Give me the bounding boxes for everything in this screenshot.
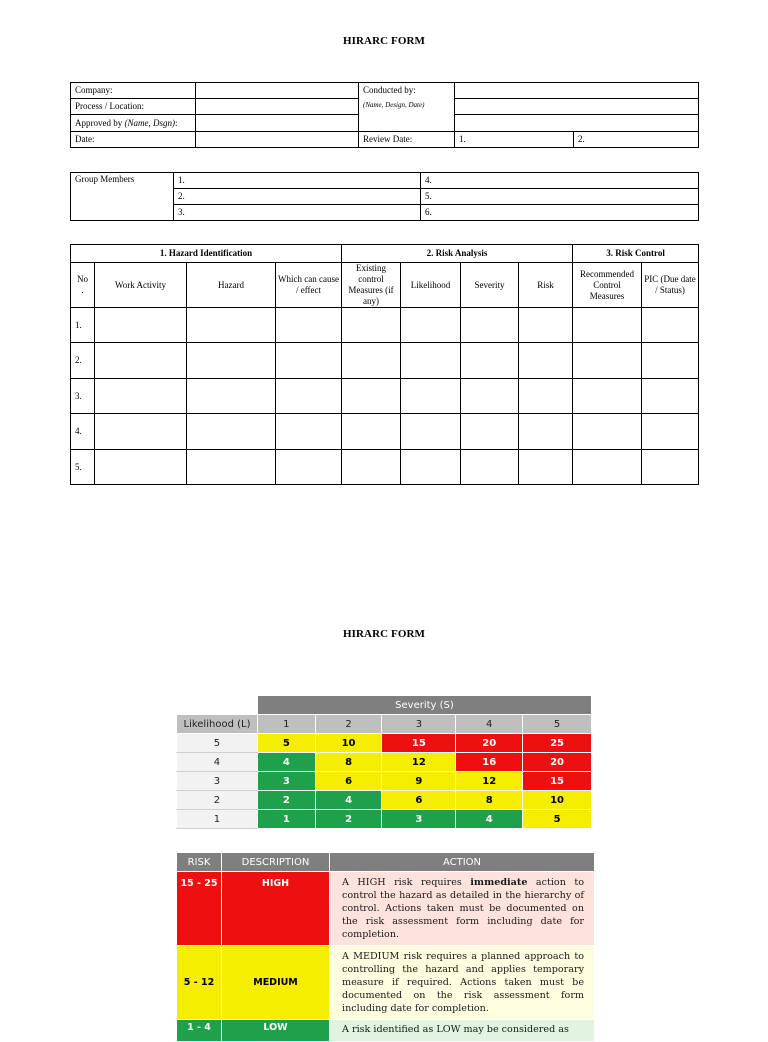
cell-likelihood[interactable] bbox=[401, 450, 461, 485]
cell-work-activity[interactable] bbox=[95, 343, 187, 379]
risk-range-high: 15 - 25 bbox=[177, 872, 222, 946]
row-number: 5. bbox=[71, 450, 95, 485]
risk-range-low: 1 - 4 bbox=[177, 1020, 222, 1042]
cell-pic[interactable] bbox=[642, 343, 699, 379]
row-number: 2. bbox=[71, 343, 95, 379]
risk-score-cell: 4 bbox=[257, 753, 315, 772]
member-field-1[interactable]: 1. bbox=[174, 173, 421, 189]
severity-level: 4 bbox=[456, 715, 523, 734]
matrix-corner bbox=[177, 696, 258, 715]
approved-field[interactable] bbox=[196, 115, 359, 132]
conducted-hint: (Name, Design, Date) bbox=[363, 101, 425, 109]
row-number: 3. bbox=[71, 379, 95, 414]
cell-risk[interactable] bbox=[519, 414, 573, 450]
table-row bbox=[71, 308, 699, 343]
section-risk-analysis: 2. Risk Analysis bbox=[342, 245, 573, 263]
cell-hazard[interactable] bbox=[187, 379, 276, 414]
col-header-work-activity: Work Activity bbox=[95, 263, 187, 308]
likelihood-level: 3 bbox=[177, 772, 258, 791]
cell-cause-effect[interactable] bbox=[276, 450, 342, 485]
conducted-field-2[interactable] bbox=[455, 99, 699, 115]
legend-header-action: ACTION bbox=[330, 853, 595, 872]
description-low: LOW bbox=[222, 1020, 330, 1042]
cell-risk[interactable] bbox=[519, 379, 573, 414]
cell-recommended-control[interactable] bbox=[573, 308, 642, 343]
conducted-field-1[interactable] bbox=[455, 83, 699, 99]
risk-score-cell: 12 bbox=[382, 753, 456, 772]
cell-work-activity[interactable] bbox=[95, 414, 187, 450]
cell-hazard[interactable] bbox=[187, 450, 276, 485]
risk-score-cell: 3 bbox=[257, 772, 315, 791]
process-label: Process / Location: bbox=[71, 99, 196, 115]
table-row bbox=[71, 450, 699, 485]
row-number: 1. bbox=[71, 308, 95, 343]
matrix-row bbox=[177, 772, 592, 791]
group-members-table bbox=[70, 172, 699, 221]
risk-legend bbox=[176, 852, 595, 1042]
col-header-likelihood: Likelihood bbox=[401, 263, 461, 308]
cell-likelihood[interactable] bbox=[401, 343, 461, 379]
risk-score-cell: 16 bbox=[456, 753, 523, 772]
risk-score-cell: 4 bbox=[315, 791, 382, 810]
cell-existing-control[interactable] bbox=[342, 450, 401, 485]
review-date-label: Review Date: bbox=[359, 132, 455, 148]
matrix-row bbox=[177, 810, 592, 829]
risk-score-cell: 15 bbox=[382, 734, 456, 753]
cell-recommended-control[interactable] bbox=[573, 414, 642, 450]
header-table bbox=[70, 82, 699, 148]
col-header-no: No . bbox=[71, 263, 95, 308]
cell-work-activity[interactable] bbox=[95, 379, 187, 414]
cell-hazard[interactable] bbox=[187, 343, 276, 379]
approved-hint: (Name, Dsgn) bbox=[124, 117, 175, 128]
cell-severity[interactable] bbox=[461, 308, 519, 343]
col-header-existing-control: Existing control Measures (if any) bbox=[342, 263, 401, 308]
risk-score-cell: 25 bbox=[523, 734, 592, 753]
risk-score-cell: 4 bbox=[456, 810, 523, 829]
member-field-3[interactable]: 3. bbox=[174, 205, 421, 221]
risk-score-cell: 20 bbox=[456, 734, 523, 753]
likelihood-title: Likelihood (L) bbox=[177, 715, 258, 734]
action-medium: A MEDIUM risk requires a planned approach to controlling the hazard and applies temporary measure if required. Actions taken must be documented on the risk assessment form including date for completion. bbox=[330, 946, 595, 1020]
risk-score-cell: 6 bbox=[382, 791, 456, 810]
action-low: A risk identified as LOW may be considered as bbox=[330, 1020, 595, 1042]
likelihood-level: 5 bbox=[177, 734, 258, 753]
legend-row-high bbox=[177, 872, 595, 946]
risk-score-cell: 12 bbox=[456, 772, 523, 791]
risk-score-cell: 3 bbox=[382, 810, 456, 829]
risk-score-cell: 15 bbox=[523, 772, 592, 791]
conducted-field-3[interactable] bbox=[455, 115, 699, 132]
cell-risk[interactable] bbox=[519, 308, 573, 343]
process-field[interactable] bbox=[196, 99, 359, 115]
cell-pic[interactable] bbox=[642, 379, 699, 414]
likelihood-level: 1 bbox=[177, 810, 258, 829]
cell-cause-effect[interactable] bbox=[276, 308, 342, 343]
cell-work-activity[interactable] bbox=[95, 450, 187, 485]
cell-recommended-control[interactable] bbox=[573, 379, 642, 414]
cell-severity[interactable] bbox=[461, 414, 519, 450]
risk-score-cell: 1 bbox=[257, 810, 315, 829]
cell-hazard[interactable] bbox=[187, 414, 276, 450]
severity-level: 2 bbox=[315, 715, 382, 734]
cell-existing-control[interactable] bbox=[342, 414, 401, 450]
member-field-6[interactable]: 6. bbox=[421, 205, 699, 221]
conducted-label: Conducted by: bbox=[363, 85, 416, 95]
cell-severity[interactable] bbox=[461, 343, 519, 379]
cell-existing-control[interactable] bbox=[342, 343, 401, 379]
table-row bbox=[71, 414, 699, 450]
cell-severity[interactable] bbox=[461, 379, 519, 414]
risk-score-cell: 8 bbox=[456, 791, 523, 810]
likelihood-level: 2 bbox=[177, 791, 258, 810]
risk-score-cell: 10 bbox=[315, 734, 382, 753]
member-field-2[interactable]: 2. bbox=[174, 189, 421, 205]
cell-risk[interactable] bbox=[519, 343, 573, 379]
legend-header-description: DESCRIPTION bbox=[222, 853, 330, 872]
description-medium: MEDIUM bbox=[222, 946, 330, 1020]
legend-header-risk: RISK bbox=[177, 853, 222, 872]
risk-matrix bbox=[176, 695, 592, 829]
hirarc-table bbox=[70, 244, 699, 485]
risk-score-cell: 2 bbox=[257, 791, 315, 810]
cell-cause-effect[interactable] bbox=[276, 414, 342, 450]
risk-score-cell: 20 bbox=[523, 753, 592, 772]
date-label: Date: bbox=[71, 132, 196, 148]
risk-score-cell: 8 bbox=[315, 753, 382, 772]
cell-cause-effect[interactable] bbox=[276, 379, 342, 414]
risk-score-cell: 6 bbox=[315, 772, 382, 791]
col-header-cause-effect: Which can cause / effect bbox=[276, 263, 342, 308]
likelihood-level: 4 bbox=[177, 753, 258, 772]
severity-level: 5 bbox=[523, 715, 592, 734]
review-date-2[interactable]: 2. bbox=[574, 132, 699, 148]
cell-recommended-control[interactable] bbox=[573, 450, 642, 485]
section-hazard-identification: 1. Hazard Identification bbox=[71, 245, 342, 263]
cell-pic[interactable] bbox=[642, 414, 699, 450]
severity-level: 3 bbox=[382, 715, 456, 734]
member-field-4[interactable]: 4. bbox=[421, 173, 699, 189]
table-row bbox=[71, 343, 699, 379]
cell-likelihood[interactable] bbox=[401, 379, 461, 414]
cell-work-activity[interactable] bbox=[95, 308, 187, 343]
member-field-5[interactable]: 5. bbox=[421, 189, 699, 205]
col-header-pic: PIC (Due date / Status) bbox=[642, 263, 699, 308]
col-header-recommended-control: Recommended Control Measures bbox=[573, 263, 642, 308]
section-risk-control: 3. Risk Control bbox=[573, 245, 699, 263]
matrix-row bbox=[177, 791, 592, 810]
cell-pic[interactable] bbox=[642, 308, 699, 343]
approved-label: Approved by (Name, Dsgn): bbox=[71, 115, 196, 132]
col-header-risk: Risk bbox=[519, 263, 573, 308]
risk-score-cell: 5 bbox=[257, 734, 315, 753]
cell-likelihood[interactable] bbox=[401, 414, 461, 450]
risk-score-cell: 10 bbox=[523, 791, 592, 810]
description-high: HIGH bbox=[222, 872, 330, 946]
cell-risk[interactable] bbox=[519, 450, 573, 485]
company-field[interactable] bbox=[196, 83, 359, 99]
legend-row-medium bbox=[177, 946, 595, 1020]
cell-existing-control[interactable] bbox=[342, 308, 401, 343]
cell-severity[interactable] bbox=[461, 450, 519, 485]
cell-recommended-control[interactable] bbox=[573, 343, 642, 379]
review-date-1[interactable]: 1. bbox=[455, 132, 574, 148]
company-label: Company: bbox=[71, 83, 196, 99]
form-title: HIRARC FORM bbox=[342, 35, 426, 47]
date-field[interactable] bbox=[196, 132, 359, 148]
cell-existing-control[interactable] bbox=[342, 379, 401, 414]
legend-row-low bbox=[177, 1020, 595, 1042]
conducted-by-cell bbox=[359, 83, 455, 132]
table-row bbox=[71, 379, 699, 414]
group-members-label: Group Members bbox=[71, 173, 174, 221]
risk-range-medium: 5 - 12 bbox=[177, 946, 222, 1020]
matrix-row bbox=[177, 753, 592, 772]
cell-likelihood[interactable] bbox=[401, 308, 461, 343]
cell-cause-effect[interactable] bbox=[276, 343, 342, 379]
row-number: 4. bbox=[71, 414, 95, 450]
severity-title: Severity (S) bbox=[257, 696, 591, 715]
severity-level: 1 bbox=[257, 715, 315, 734]
cell-pic[interactable] bbox=[642, 450, 699, 485]
risk-score-cell: 2 bbox=[315, 810, 382, 829]
action-high: A HIGH risk requires immediate action to control the hazard as detailed in the hierarchy of control. Actions taken must be documented on the risk assessment form including date for completion. bbox=[330, 872, 595, 946]
matrix-row bbox=[177, 734, 592, 753]
risk-score-cell: 5 bbox=[523, 810, 592, 829]
form-title-page-2: HIRARC FORM bbox=[342, 628, 426, 640]
risk-score-cell: 9 bbox=[382, 772, 456, 791]
col-header-hazard: Hazard bbox=[187, 263, 276, 308]
cell-hazard[interactable] bbox=[187, 308, 276, 343]
col-header-severity: Severity bbox=[461, 263, 519, 308]
